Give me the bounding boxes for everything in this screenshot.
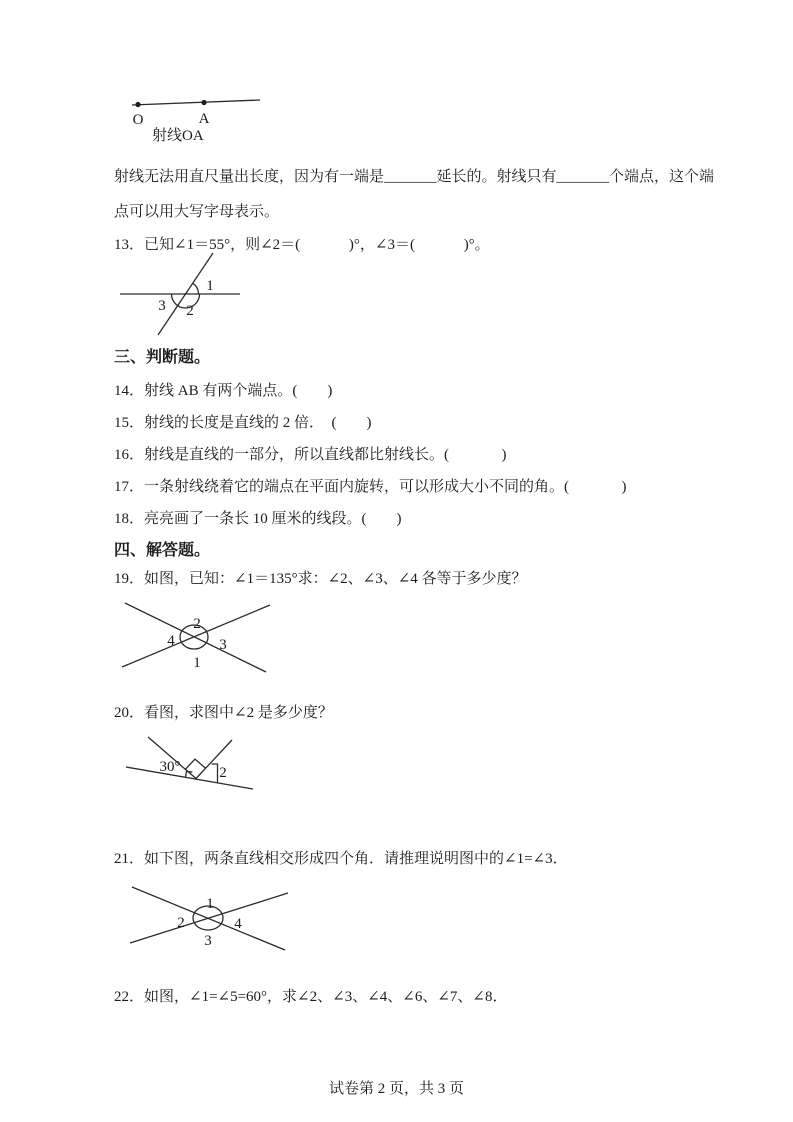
question-21-figure [125,880,295,955]
question-12-text: 射线无法用直尺量出长度，因为有一端是_______延长的。射线只有_______个端点，这个端点可以用大写字母表示。 [114,169,715,220]
point-a-dot [201,100,206,105]
base-line [126,767,253,789]
point-a-label: A [198,111,210,127]
angle-4-label: 4 [234,916,242,932]
question-22-text: 22．如图，∠1=∠5=60°，求∠2、∠3、∠4、∠6、∠7、∠8． [114,989,508,1005]
angle-2-label: 2 [193,616,201,632]
question-20-text: 20．看图，求图中∠2 是多少度？ [114,705,333,721]
angle-1-arc [193,283,199,294]
right-angle-square [185,759,205,769]
question-14-text: 14．射线 AB 有两个端点。( ) [114,383,333,399]
angle-3-label: 3 [219,637,227,653]
question-19-figure [115,595,280,685]
ray-caption: 射线OA [152,128,204,144]
page-footer: 试卷第 2 页，共 3 页 [328,1081,464,1097]
endpoint-o-dot [135,102,140,107]
angle-1-label: 1 [193,655,201,671]
angle-2-label: 2 [177,915,185,931]
angle-2-label: 2 [186,303,194,319]
question-21-text: 21．如下图，两条直线相交形成四个角．请推理说明图中的∠1=∠3． [114,851,568,867]
angle-2-label: 2 [219,765,227,781]
angle-1-label: 1 [206,896,214,912]
angle-1-label: 1 [206,278,214,294]
question-13-text: 13．已知∠1＝55°，则∠2＝( )°，∠3＝( )°。 [114,237,490,253]
ray-line [132,100,260,105]
question-16-text: 16．射线是直线的一部分，所以直线都比射线长。( ) [114,447,507,463]
angle-30-label: 30° [159,759,181,775]
ray-oa-figure [112,88,282,144]
question-18-text: 18．亮亮画了一条长 10 厘米的线段。( ) [114,511,402,527]
angle-3-label: 3 [158,298,166,314]
angle-2-mark [212,764,218,783]
question-13-figure [110,246,260,341]
section-judge-heading: 三、判断题。 [114,349,211,366]
question-17-text: 17．一条射线绕着它的端点在平面内旋转，可以形成大小不同的角。( ) [114,479,627,495]
question-19-text: 19．如图，已知：∠1＝135°求：∠2、∠3、∠4 各等于多少度？ [114,571,527,587]
question-15-text: 15．射线的长度是直线的 2 倍． ( ) [114,415,372,431]
angle-4-label: 4 [167,633,175,649]
question-20-figure [120,731,260,795]
section-solve-heading: 四、解答题。 [114,542,211,559]
angle-3-label: 3 [204,933,212,949]
point-o-label: O [132,112,144,128]
